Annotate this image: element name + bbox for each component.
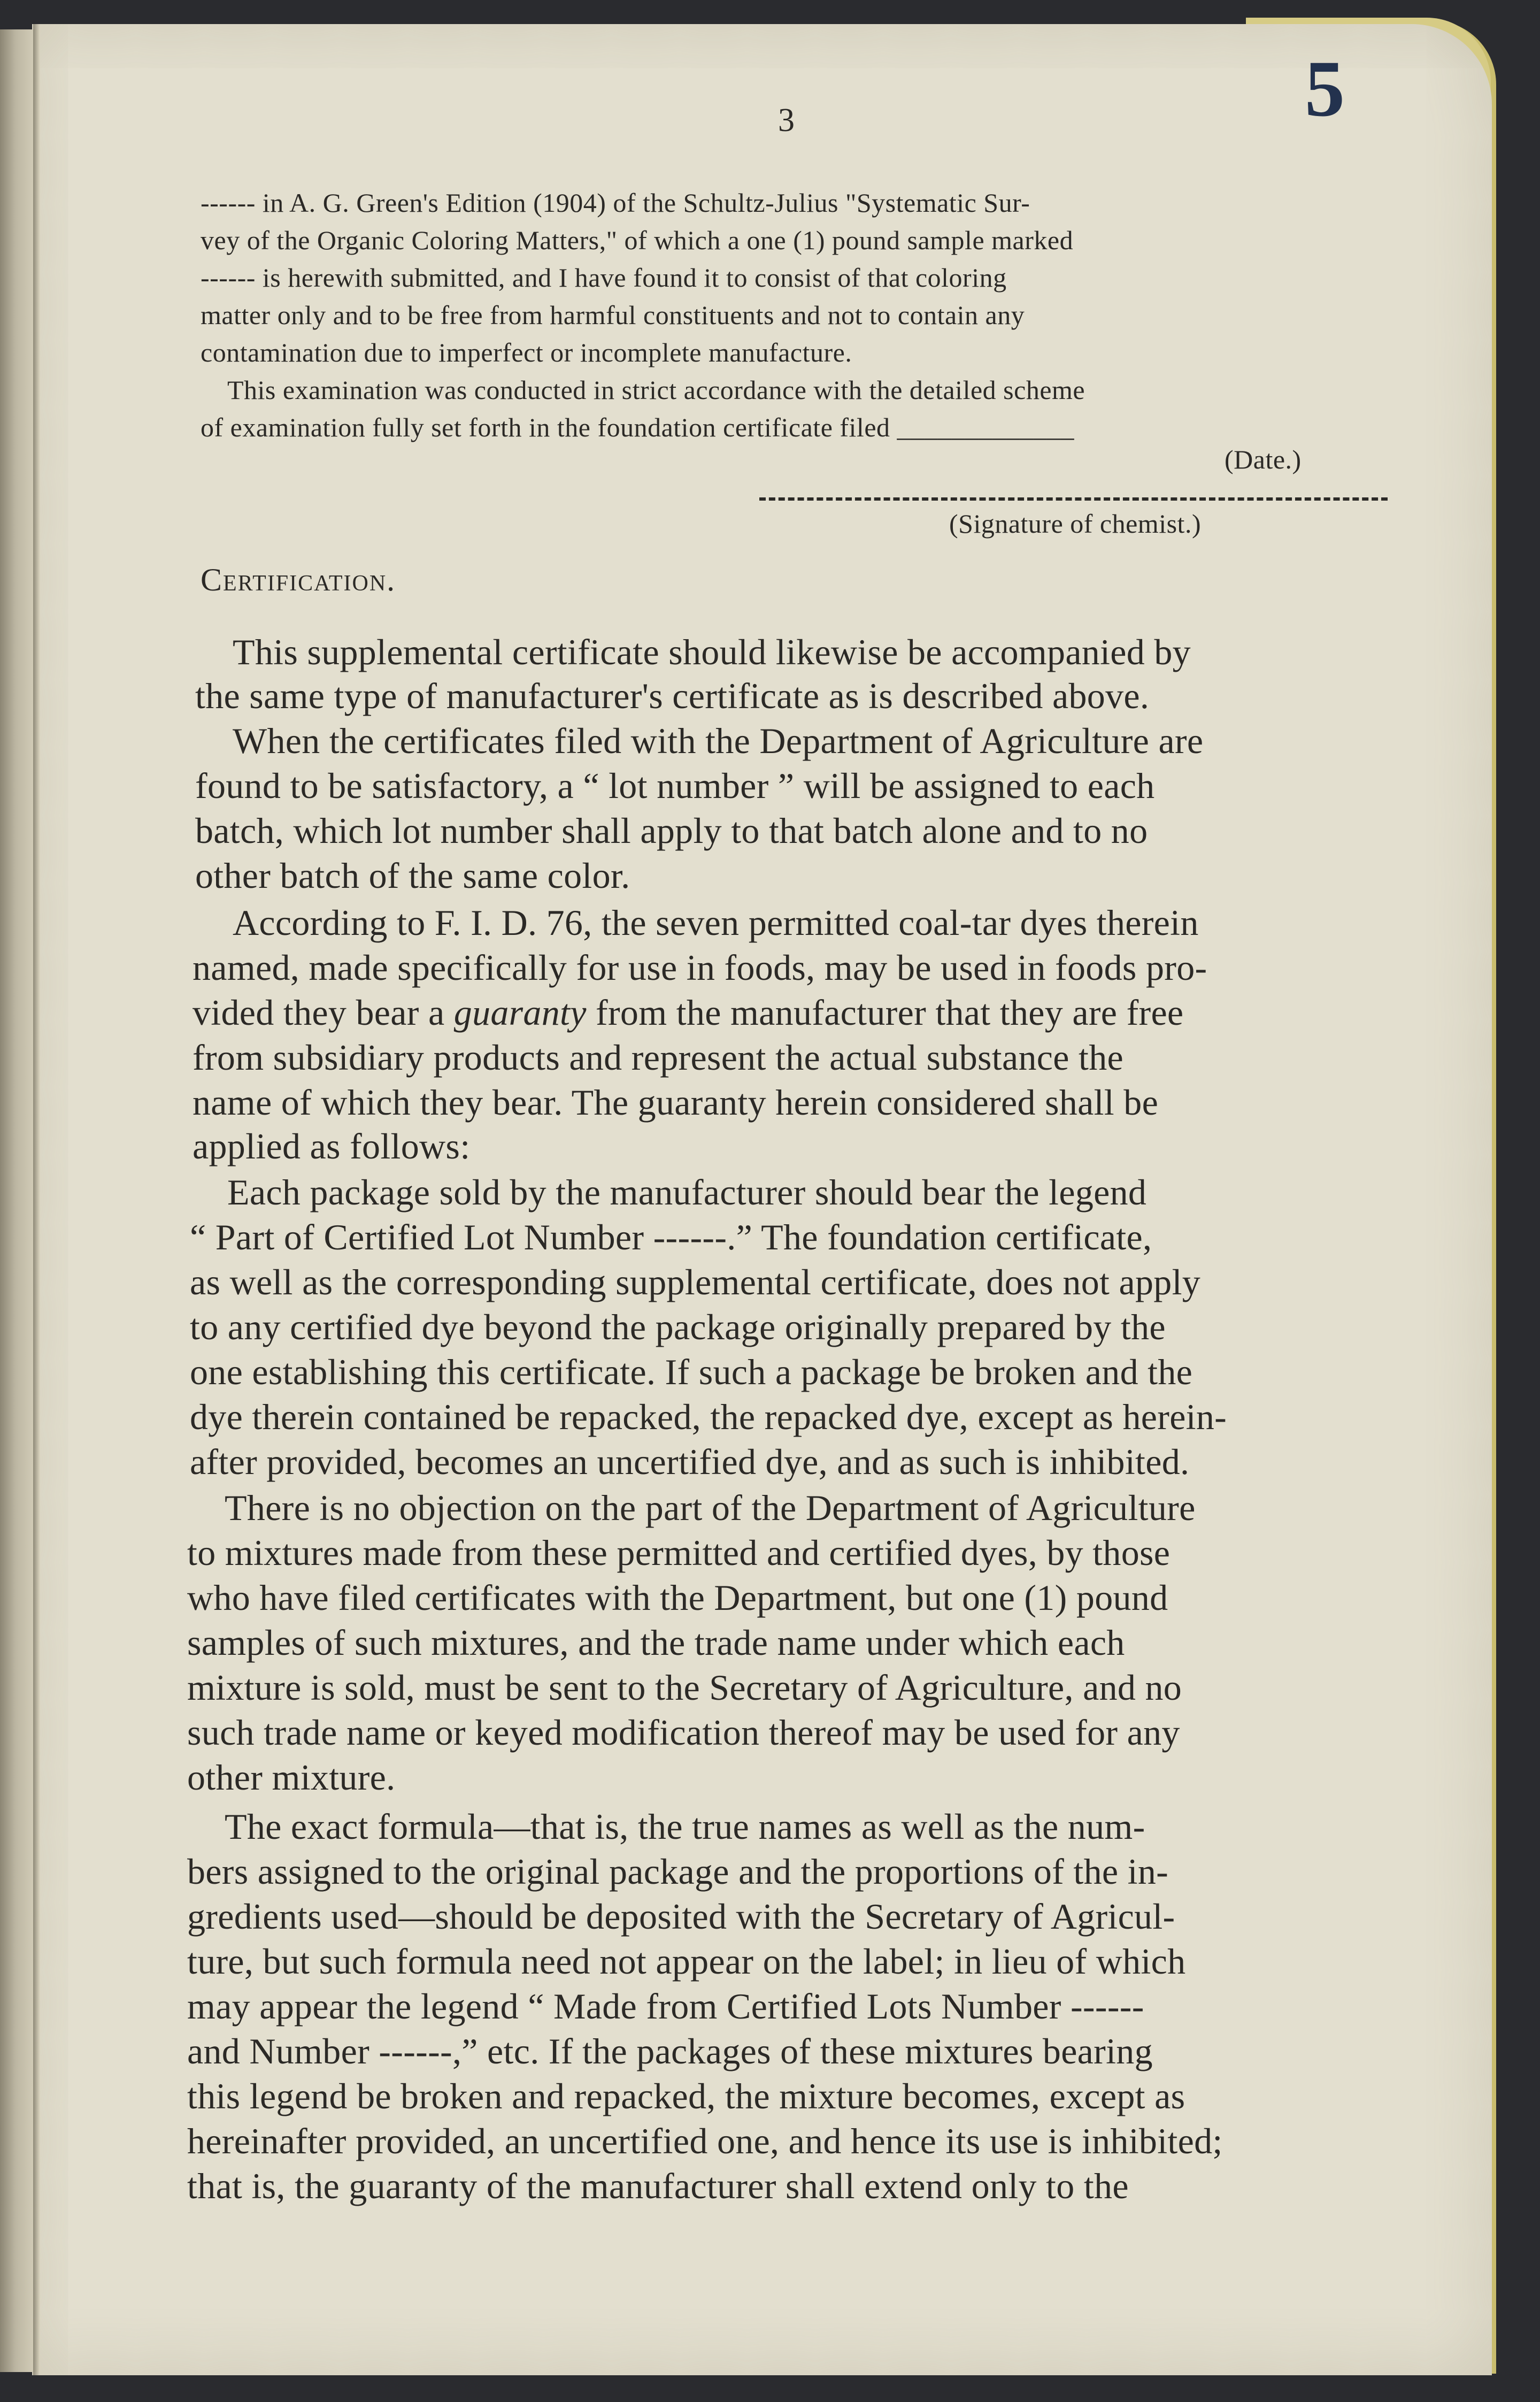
body-line: dye therein contained be repacked, the repacked dye, except as herein- xyxy=(190,1396,1227,1437)
body-line: and Number ------,” etc. If the packages of these mixtures bearing xyxy=(187,2031,1153,2071)
body-line: Each package sold by the manufacturer should bear the legend xyxy=(227,1172,1147,1212)
body-line: after provided, becomes an uncertified dye, and as such is inhibited. xyxy=(190,1441,1190,1482)
body-line: hereinafter provided, an uncertified one, and hence its use is inhibited; xyxy=(187,2121,1223,2161)
emphasized-word: guaranty xyxy=(453,992,587,1033)
body-line: one establishing this certificate. If such a package be broken and the xyxy=(190,1352,1193,1392)
body-line: that is, the guaranty of the manufacturer shall extend only to the xyxy=(187,2166,1129,2206)
body-line-end: from the manufacturer that they are free xyxy=(596,992,1184,1033)
body-line: other batch of the same color. xyxy=(195,855,630,896)
body-line: as well as the corresponding supplemental certificate, does not apply xyxy=(190,1262,1201,1302)
body-line: According to F. I. D. 76, the seven permitted coal-tar dyes therein xyxy=(233,902,1199,943)
body-line: may appear the legend “ Made from Certified Lots Number ------ xyxy=(187,1986,1144,2027)
body-line: This supplemental certificate should likewise be accompanied by xyxy=(233,632,1191,672)
page-corner-mark: 5 xyxy=(1305,44,1345,133)
form-line: ------ in A. G. Green's Edition (1904) of the Schultz-Julius "Systematic Sur- xyxy=(201,188,1030,218)
body-line: to any certified dye beyond the package originally prepared by the xyxy=(190,1307,1166,1347)
body-line: bers assigned to the original package and the proportions of the in- xyxy=(187,1851,1169,1892)
body-line: “ Part of Certified Lot Number ------.” The foundation certificate, xyxy=(190,1217,1152,1257)
date-label: (Date.) xyxy=(1225,444,1302,474)
body-line: There is no objection on the part of the Department of Agriculture xyxy=(225,1487,1196,1528)
body-line: name of which they bear. The guaranty herein considered shall be xyxy=(192,1082,1159,1123)
signature-label: (Signature of chemist.) xyxy=(949,509,1202,539)
body-line: other mixture. xyxy=(187,1757,396,1798)
signature-line xyxy=(759,497,1388,501)
form-line: of examination fully set forth in the foundation certificate filed _____________ xyxy=(201,412,1075,442)
body-line: such trade name or keyed modification thereof may be used for any xyxy=(187,1712,1180,1753)
body-line: the same type of manufacturer's certificate as is described above. xyxy=(195,676,1150,716)
body-line: mixture is sold, must be sent to the Secretary of Agriculture, and no xyxy=(187,1667,1182,1708)
form-line: ------ is herewith submitted, and I have found it to consist of that coloring xyxy=(201,263,1007,293)
body-line: batch, which lot number shall apply to that batch alone and to no xyxy=(195,810,1148,851)
body-line: applied as follows: xyxy=(192,1126,471,1167)
body-line-start: vided they bear a xyxy=(192,992,445,1033)
body-line: this legend be broken and repacked, the mixture becomes, except as xyxy=(187,2076,1185,2116)
body-line: found to be satisfactory, a “ lot number ” will be assigned to each xyxy=(195,765,1155,806)
body-line: The exact formula—that is, the true names as well as the num- xyxy=(225,1806,1145,1847)
form-line: vey of the Organic Coloring Matters," of which a one (1) pound sample marked xyxy=(201,225,1074,255)
body-line xyxy=(192,992,1183,1034)
form-line: contamination due to imperfect or incomplete manufacture. xyxy=(201,337,852,367)
body-line: ture, but such formula need not appear on the label; in lieu of which xyxy=(187,1941,1186,1982)
body-line: from subsidiary products and represent the actual substance the xyxy=(192,1037,1124,1078)
form-line: matter only and to be free from harmful constituents and not to contain any xyxy=(201,300,1025,330)
body-line: to mixtures made from these permitted and certified dyes, by those xyxy=(187,1532,1171,1573)
form-line: This examination was conducted in strict accordance with the detailed scheme xyxy=(227,375,1085,405)
section-heading: Certification. xyxy=(201,562,396,597)
body-line: When the certificates filed with the Department of Agriculture are xyxy=(233,720,1204,761)
page-number: 3 xyxy=(778,102,795,139)
body-line: named, made specifically for use in foods, may be used in foods pro- xyxy=(192,947,1207,988)
body-line: samples of such mixtures, and the trade name under which each xyxy=(187,1622,1125,1663)
gutter-shadow xyxy=(33,24,40,2375)
body-line: who have filed certificates with the Department, but one (1) pound xyxy=(187,1577,1168,1618)
body-line: gredients used—should be deposited with the Secretary of Agricul- xyxy=(187,1896,1175,1937)
